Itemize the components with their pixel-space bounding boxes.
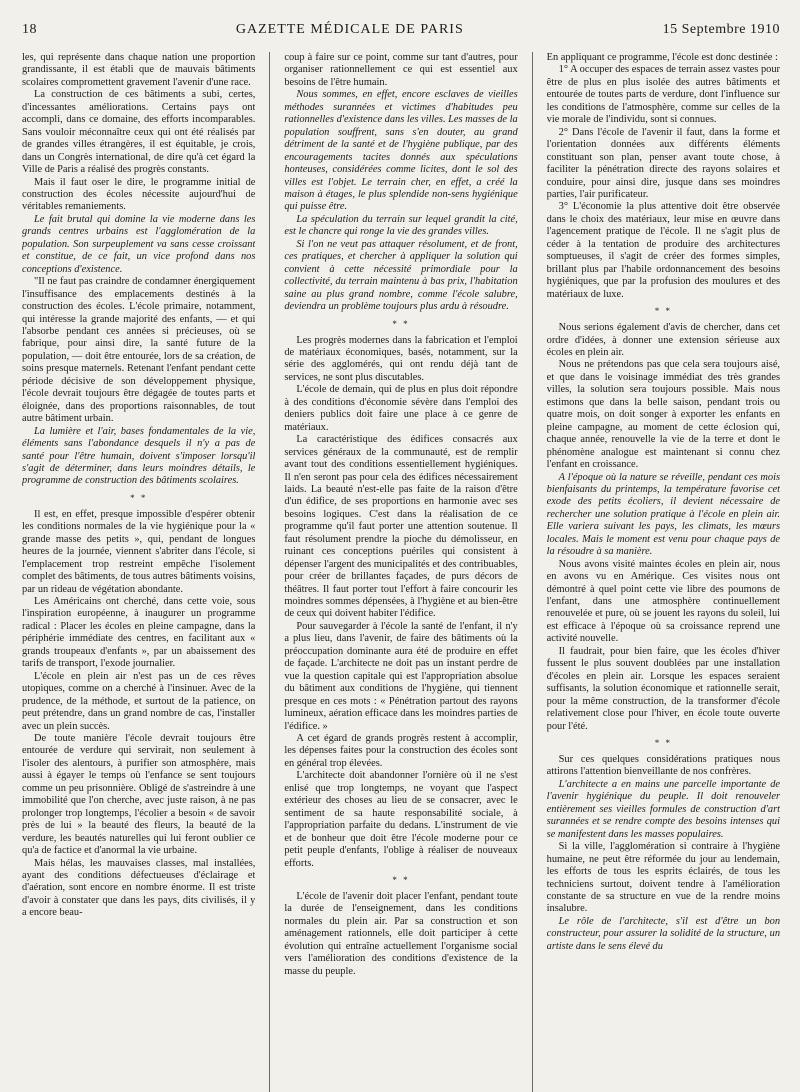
article-paragraph: En appliquant ce programme, l'école est donc destinée : bbox=[546, 52, 778, 63]
article-paragraph: A cet égard de grands progrès restent à accomplir, les dépenses faites pour la construction des écoles sont en général trop élevées. bbox=[284, 733, 518, 769]
article-paragraph: 2° Dans l'école de l'avenir il faut, dans la forme et l'orientation données aux différents éléments constituant son plan, penser avant toute chose, à faciliter la pénétration directe des rayons solaires et conduire, pour ainsi dire, jusque dans ses moindres parties, l'air purificateur. bbox=[546, 126, 780, 200]
article-paragraph: La caractéristique des édifices consacrés aux services généraux de la communauté, est de remplir avant tout des conditions essentiellement hygiéniques. Il n'en seront pas pour cela des édifices nécessairement laids. La beauté n'est-elle pas faite de la raison d'être d'un édifice, de ses proportions en harmonie avec ses besoins logiques. C'est dans la réalisation de ce programme qu'il faut porter une attention soutenue. Il faut résolument prendre la pioche du démolisseur, en ruinant ces conceptions puériles qui consistent à dépenser l'argent des municipalités et des contribuables, pour créer de brillantes façades, de purs décors de théâtres. Il faut porter tout l'effort à faire concourir les moindres sommes dépensées, à l'hygiène et au bien-être de ceux qui doivent habiter l'édifice. bbox=[284, 434, 518, 620]
article-paragraph: 3° L'économie la plus attentive doit être observée dans le choix des matériaux, leur mise en œuvre dans l'agencement pratique de l'école. Il ne s'agit plus de céder à la tentation de produire des architectures somptueuses, il s'agit de créer des formes simples, brillant plus par l'habile ordonnancement des besoins hygiéniques, que par la profusion des moulures et des matériaux de luxe. bbox=[546, 201, 780, 300]
article-paragraph: De toute manière l'école devrait toujours être entourée de verdure qui servirait, non seulement à l'isoler des alentours, à purifier son atmosphère, mais aussi à égayer le temps où l'enfance se sent toujours comme un peu prisonnière. Obligé de s'astreindre à une immobilité que l'on cherche, avec juste raison, à ne pas prolonger trop longtemps, l'écolier a besoin « de savoir près de lui » la beauté des fleurs, la beauté de la verdure, les beautés naturelles qui lui feront oublier ce qu'a de factice et d'anormal la vie urbaine. bbox=[22, 733, 256, 857]
section-separator-stars: * * bbox=[392, 875, 410, 885]
page-header bbox=[22, 22, 780, 44]
article-paragraph: Nous serions également d'avis de chercher, dans cet ordre d'idées, à donner une extension sérieuse aux écoles en plein air. bbox=[546, 322, 780, 358]
section-separator-stars: * * bbox=[130, 492, 148, 503]
article-paragraph: Le fait brutal qui domine la vie moderne dans les grands centres urbains est l'agglomération de la population. Son surpeuplement va sans cesse croissant et constitue, de ce fait, un vice profond dans nos conceptions d'existence. bbox=[22, 213, 256, 275]
column-3 bbox=[547, 52, 780, 1092]
article-paragraph: Nous ne prétendons pas que cela sera toujours aisé, et que dans le voisinage immédiat des très grandes villes, la solution sera toujours possible. Mais nous estimons que dans la belle saison, pendant trois ou quatre mois, on doit songer à exporter les enfants en pleine campagne, au moment de cette éclosion qui, chaque année, renouvelle la vie de la terre et dont le phénomène analogue est maintenant si connu chez l'enfant en croissance. bbox=[546, 359, 780, 471]
article-paragraph: Si la ville, l'agglomération si contraire à l'hygiène humaine, ne peut être réformée du jour au lendemain, les efforts de tous les esprits éclairés, de tous les techniciens surtout, doivent tendre à l'amélioration constante de sa structure en vue de la rendre moins insalubre. bbox=[546, 841, 780, 915]
issue-date: 15 Septembre 1910 bbox=[662, 22, 780, 37]
article-columns bbox=[22, 52, 780, 1092]
article-paragraph: les, qui représente dans chaque nation une proportion grandissante, il est établi que de mauvais bâtiments scolaires compromettent gravement l'avenir d'une race. bbox=[22, 52, 256, 88]
article-paragraph: 1° A occuper des espaces de terrain assez vastes pour être de plus en plus isolée des autres bâtiments et entourée de toutes parts de verdure, dont l'influence sur les conditions de l'atmosphère, comme sur celles de la vie morale de l'individu, sont si connues. bbox=[546, 64, 780, 126]
article-paragraph: Mais il faut oser le dire, le programme initial de construction des écoles nécessite aujourd'hui de véritables remaniements. bbox=[22, 176, 256, 213]
article-paragraph: Il faudrait, pour bien faire, que les écoles d'hiver fussent le plus souvent doublées par une installation d'écoles en plein air. Lorsque les espaces seraient suffisants, la solution économique et rationnelle serait, pour la même construction, de la transformer d'école relativement close pour l'hiver, en école toute ouverte pour l'été. bbox=[546, 645, 780, 732]
article-paragraph: La construction de ces bâtiments a subi, certes, d'incessantes améliorations. Certains pays ont accompli, dans ce domaine, des efforts incomparables. Sans vouloir méconnaître ceux qui ont été réalisés par de grandes villes étrangères, il est équitable, je crois, dans un Congrès international, de dire qu'à cet égard la Ville de Paris a réalisé des progrès constants. bbox=[22, 89, 256, 176]
section-separator-stars: * * bbox=[654, 738, 672, 749]
article-paragraph: L'architecte a en mains une parcelle importante de l'avenir hygiénique du peuple. Il doit renouveler entièrement ses vieilles formules de construction d'art surannées et se rendre compte des besoins intenses qui se manifestent dans les masses populaires. bbox=[546, 778, 780, 840]
article-paragraph: Pour sauvegarder à l'école la santé de l'enfant, il n'y a plus lieu, dans l'avenir, de faire des bâtiments où la préoccupation dominante aura été de produire en effet de façade. L'architecte ne doit pas un instant perdre de vue la question capitale qui est l'appropriation absolue du bâtiment aux conditions de l'hygiène, qui tiennent presque en ces mots : « Pénétration partout des rayons lumineux, aération efficace dans les moindres parties de l'édifice. » bbox=[284, 620, 518, 732]
column-1 bbox=[22, 52, 255, 1092]
article-paragraph: coup à faire sur ce point, comme sur tant d'autres, pour organiser rationnellement ce qui est essentiel aux besoins de l'être humain. bbox=[284, 52, 518, 88]
article-paragraph: La spéculation du terrain sur lequel grandit la cité, est le chancre qui ronge la vie des grandes villes. bbox=[284, 213, 518, 238]
column-divider bbox=[269, 52, 270, 1092]
article-paragraph: L'école de demain, qui de plus en plus doit répondre à des conditions d'économie sévère dans l'emploi des deniers publics doit faire une place à ce genre de matériaux. bbox=[284, 384, 518, 433]
article-paragraph: Il est, en effet, presque impossible d'espérer obtenir les conditions normales de la vie hygiénique pour la « grande masse des petits », qui, pendant de longues heures de la journée, viennent s'abriter dans l'école, si l'emplacement trop restreint empêche l'isolement complet des bâtiments, de tous autres bâtiments voisins, par un rideau de végétation abondante. bbox=[22, 508, 256, 595]
page-number: 18 bbox=[22, 22, 37, 37]
section-separator-stars: * * bbox=[392, 318, 410, 329]
article-paragraph: Le rôle de l'architecte, s'il est d'être un bon constructeur, pour assurer la solidité de la structure, un artiste dans le sens élevé du bbox=[546, 915, 780, 952]
article-paragraph: L'école de l'avenir doit placer l'enfant, pendant toute la durée de l'enseignement, dans les conditions normales du plein air. Par sa construction et son aménagement rationnels, elle doit participer à cette évolution qui entraîne actuellement l'organisme social vers l'amélioration des conditions d'existence de la masse du peuple. bbox=[284, 891, 518, 977]
column-divider bbox=[532, 52, 533, 1092]
article-paragraph: L'école en plein air n'est pas un de ces rêves utopiques, comme on a cherché à l'insinuer. Avec de la prudence, de la méthode, et surtout de la patience, on peut prétendre, dans un grand nombre de cas, l'installer avec un plein succès. bbox=[22, 670, 256, 732]
article-paragraph: L'architecte doit abandonner l'ornière où il ne s'est enlisé que trop longtemps, ne voyant que l'aspect extérieur des choses au lieu de se consacrer, avec le sentiment de sa haute responsabilité sociale, à l'appropriation parfaite du dedans. L'instrument de vie et de bonheur que doit être l'école moderne pour ce petit peuple d'enfants, l'oblige à réaliser de nouveaux efforts. bbox=[284, 770, 518, 869]
column-2 bbox=[284, 52, 517, 1092]
article-paragraph: Nous sommes, en effet, encore esclaves de vieilles méthodes surannées et victimes d'habitudes peu rationnelles d'existence dans les villes. Les masses de la population souffrent, sans s'en douter, au grand détriment de la santé et de l'hygiène publique, par des encouragements tacites donnés aux spéculations honteuses, considérées comme licites, dont le sol des villes est l'objet. Le terrain cher, en effet, a créé la maison à étages, le plus splendide non-sens hygiénique qui puisse être. bbox=[284, 89, 518, 213]
article-paragraph: A l'époque où la nature se réveille, pendant ces mois bienfaisants du printemps, la température favorise cet exode des petits écoliers, il devient nécessaire de rechercher une solution pratique à l'école en plein air. Elle variera suivant les pays, les climats, les mœurs locales. Mais le moment est venu pour chaque pays de la résoudre à sa manière. bbox=[546, 471, 780, 558]
article-paragraph: "Il ne faut pas craindre de condamner énergiquement l'insuffisance des emplacements destinés à la construction des écoles. L'école primaire, notamment, qui intéresse la grande majorité des enfants, — et qui l'absorbe pendant ces années si précieuses, où se fabrique, pour ainsi dire, la santé future de la population, — doit être entourée, lors de sa création, de soins presque maternels. Retenant l'enfant pendant cette période décisive de son développement physique, l'école devrait toujours être dégagée de toutes parts et éloignée, dans des proportions raisonnables, de tout autre bâtiment urbain. bbox=[22, 276, 256, 425]
section-separator-stars: * * bbox=[654, 306, 672, 317]
article-paragraph: Si l'on ne veut pas attaquer résolument, et de front, ces pratiques, et chercher à appliquer la solution qui convient à cette nécessité primordiale pour la collectivité, du terrain maintenu à bas prix, l'habitation saine au plus grand nombre, comme l'école salubre, deviendra un problème toujours plus ardu à résoudre. bbox=[284, 238, 518, 313]
article-paragraph: Les progrès modernes dans la fabrication et l'emploi de matériaux économiques, basés, notamment, sur la série des agglomérés, qui ont rendu déjà tant de services, ne sont plus discutables. bbox=[284, 334, 518, 383]
article-paragraph: La lumière et l'air, bases fondamentales de la vie, éléments sans l'abondance desquels il n'y a pas de santé pour l'être humain, doivent s'imposer lorsqu'il s'agit de déterminer, dans leurs moindres détails, le programme de construction des bâtiments scolaires. bbox=[22, 425, 256, 487]
journal-title: GAZETTE MÉDICALE DE PARIS bbox=[235, 22, 464, 37]
article-paragraph: Mais hélas, les mauvaises classes, mal installées, ayant des conditions défectueuses d'éclairage et d'aération, sont encore en nombre énorme. Il est triste d'avoir à constater que dans les pays, dits civilisés, il y a encore beau- bbox=[22, 857, 256, 919]
article-paragraph: Sur ces quelques considérations pratiques nous attirons l'attention bienveillante de nos confrères. bbox=[546, 754, 780, 778]
article-paragraph: Nous avons visité maintes écoles en plein air, nous en avons vu en Amérique. Ces visites nous ont démontré à quel point cette vie libre des poumons de l'enfant, dans une atmosphère continuellement renouvelée et pure, où se jouent les rayons du soleil, lui est efficace à l'époque où sa croissance reprend une activité nouvelle. bbox=[546, 558, 780, 645]
article-paragraph: Les Américains ont cherché, dans cette voie, sous l'inspiration européenne, à inaugurer un programme radical : Placer les écoles en pleine campagne, dans la périphérie immédiate des centres, en facilitant aux « grands troupeaux d'enfants », par un abaissement des tarifs de transport, l'exode journalier. bbox=[22, 596, 256, 670]
